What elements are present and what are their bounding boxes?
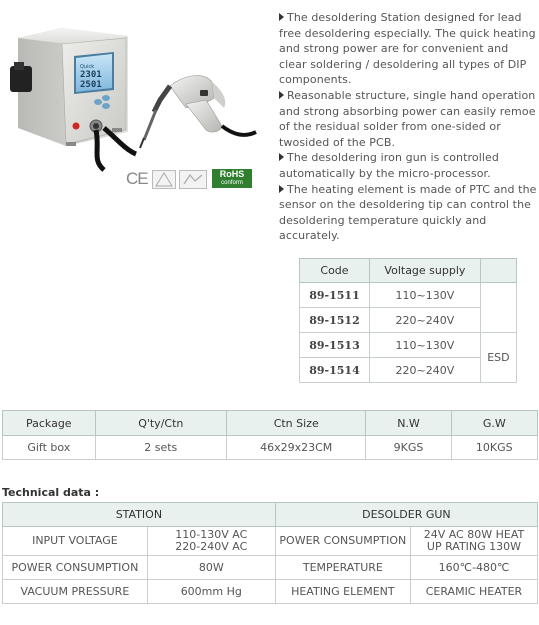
model-code: 89-1512	[300, 308, 370, 333]
description-paragraph: The heating element is made of PTC and the sensor on the desoldering tip can control the desoldering temperature quickly and accurately.	[279, 182, 537, 243]
description-paragraph: The desoldering Station designed for lead free desoldering especially. The quick heating and strong power are for convenient and clear soldering / desoldering all types of DIP components.	[279, 11, 536, 87]
spec-label: POWER CONSUMPTION	[3, 556, 148, 580]
nw-header: N.W	[366, 411, 451, 436]
control-button-up	[102, 95, 110, 101]
code-header: Code	[300, 259, 370, 283]
lcd-display	[74, 52, 114, 94]
description-paragraph: Reasonable structure, single hand operation and strong absorbing power can easily remoe of the residual solder from one-sided or twosided of the PCB.	[279, 88, 536, 149]
model-code: 89-1514	[300, 358, 370, 383]
package-table	[2, 410, 538, 460]
model-code: 89-1513	[300, 333, 370, 358]
spec-label: VACUUM PRESSURE	[3, 580, 148, 604]
model-code: 89-1511	[300, 283, 370, 308]
bullet-arrow-icon	[279, 153, 284, 161]
table-row	[3, 580, 538, 604]
spec-label: HEATING ELEMENT	[275, 580, 410, 604]
display-reading-bottom: 2501	[80, 80, 102, 90]
display-reading-top: 2301	[80, 70, 102, 80]
brand-label: Quick	[80, 64, 95, 70]
spec-value: 160℃-480℃	[410, 556, 537, 580]
net-weight: 9KGS	[366, 436, 451, 460]
table-row	[3, 436, 538, 460]
bullet-arrow-icon	[279, 185, 284, 193]
power-switch-icon	[73, 123, 80, 130]
extra-header	[480, 259, 516, 283]
bullet-arrow-icon	[279, 91, 284, 99]
spec-label: INPUT VOLTAGE	[3, 527, 148, 556]
table-row	[300, 333, 517, 358]
compliance-mark-icon	[179, 170, 207, 189]
rohs-badge: RoHS conform	[212, 169, 252, 188]
spec-value: CERAMIC HEATER	[410, 580, 537, 604]
esd-label: ESD	[480, 333, 516, 383]
table-row	[300, 283, 517, 308]
voltage-header: Voltage supply	[369, 259, 480, 283]
package-header: Package	[3, 411, 96, 436]
product-description	[279, 10, 537, 244]
technical-data-title: Technical data :	[2, 486, 100, 499]
desolder-gun-header: DESOLDER GUN	[275, 503, 537, 527]
control-button-down	[102, 103, 110, 109]
spec-value: 110-130V AC 220-240V AC	[147, 527, 275, 556]
voltage-value: 220~240V	[369, 308, 480, 333]
table-row	[3, 527, 538, 556]
voltage-value: 110~130V	[369, 333, 480, 358]
gw-header: G.W	[451, 411, 537, 436]
spec-label: POWER CONSUMPTION	[275, 527, 410, 556]
spec-value: 600mm Hg	[147, 580, 275, 604]
spec-value: 24V AC 80W HEAT UP RATING 130W	[410, 527, 537, 556]
empty-cell	[480, 283, 516, 333]
bullet-arrow-icon	[279, 13, 284, 21]
qty-header: Q'ty/Ctn	[95, 411, 226, 436]
desoldering-gun	[140, 76, 256, 148]
ctn-size-header: Ctn Size	[226, 411, 365, 436]
desoldering-station	[10, 28, 136, 170]
weee-mark-icon	[152, 170, 176, 189]
description-paragraph: The desoldering iron gun is controlled automatically by the micro-processor.	[279, 151, 499, 180]
table-row	[3, 556, 538, 580]
spec-label: TEMPERATURE	[275, 556, 410, 580]
package-type: Gift box	[3, 436, 96, 460]
technical-data-table	[2, 502, 538, 604]
voltage-value: 220~240V	[369, 358, 480, 383]
carton-size: 46x29x23CM	[226, 436, 365, 460]
voltage-value: 110~130V	[369, 283, 480, 308]
spec-value: 80W	[147, 556, 275, 580]
qty-per-carton: 2 sets	[95, 436, 226, 460]
station-header: STATION	[3, 503, 276, 527]
model-code-table	[299, 258, 517, 383]
gross-weight: 10KGS	[451, 436, 537, 460]
ce-mark-icon: CE	[126, 169, 148, 188]
